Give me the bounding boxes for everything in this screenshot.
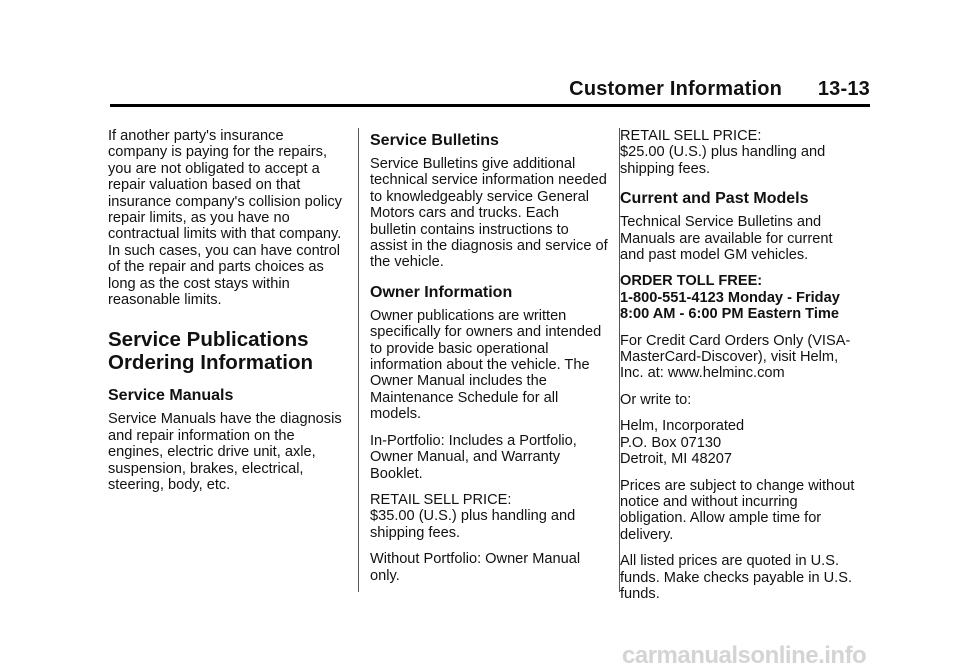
order-toll-free-block: [620, 273, 858, 322]
page-number: 13-13: [817, 78, 870, 100]
prices-paragraph: Prices are subject to change without notice and without incurring obligation. Allow ample time for delivery.: [620, 477, 855, 543]
service-bulletins-paragraph: Service Bulletins give additional technical service information needed to knowledgeably service General Motors cars and trucks. Each bulletin contains instructions to assist in the diagnosis and service of the vehicle.: [370, 156, 608, 271]
service-bulletins-heading: Service Bulletins: [370, 132, 499, 149]
address-line-2: P.O. Box 07130: [620, 434, 722, 451]
address-line-1: Helm, Incorporated: [620, 418, 745, 435]
retail-price-paragraph-2: [620, 128, 858, 177]
retail-price-label: RETAIL SELL PRICE:: [370, 491, 512, 508]
owner-information-heading: Owner Information: [370, 283, 513, 301]
write-to-paragraph: Or write to:: [620, 391, 692, 408]
without-portfolio-paragraph: Without Portfolio: Owner Manual only.: [370, 551, 581, 584]
retail-price-paragraph: [370, 492, 608, 541]
retail-price-value: $35.00 (U.S.) plus handling and shipping fees.: [370, 508, 576, 541]
funds-paragraph: All listed prices are quoted in U.S. funds. Make checks payable in U.S. funds.: [620, 553, 852, 602]
service-manuals-heading: Service Manuals: [108, 387, 234, 405]
column-left: [108, 128, 346, 504]
page-header: [569, 78, 870, 101]
heading-line-2: Ordering Information: [108, 351, 313, 375]
order-phone-hours: 1-800-551-4123 Monday - Friday: [620, 289, 840, 306]
header-rule: [110, 104, 870, 107]
mailing-address: [620, 418, 858, 467]
in-portfolio-paragraph: In-Portfolio: Includes a Portfolio, Owner Manual, and Warranty Booklet.: [370, 432, 577, 482]
credit-card-paragraph: For Credit Card Orders Only (VISA-MasterCard-Discover), visit Helm, Inc. at: www.helminc.com: [620, 332, 851, 382]
heading-line-1: Service Publications: [108, 328, 309, 352]
retail-price-label-2: RETAIL SELL PRICE:: [620, 128, 762, 144]
column-middle: [370, 131, 608, 594]
section-title: Customer Information: [569, 78, 783, 100]
current-past-models-paragraph: Technical Service Bulletins and Manuals are available for current and past model GM vehicles.: [620, 214, 833, 264]
current-past-models-heading: Current and Past Models: [620, 190, 809, 208]
column-right: [620, 128, 858, 612]
service-manuals-paragraph: Service Manuals have the diagnosis and repair information on the engines, electric drive unit, axle, suspension, brakes, electrical, steering, body, etc.: [108, 411, 342, 494]
order-toll-free-label: ORDER TOLL FREE:: [620, 273, 763, 290]
insurance-paragraph: If another party's insurance company is paying for the repairs, you are not obligated to accept a repair valuation based on that insurance company's collision policy repair limits, as you have no contractual limits with that company. In such cases, you can have control of the repair and parts choices as long as the cost stays within reasonable limits.: [108, 128, 342, 309]
order-time: 8:00 AM - 6:00 PM Eastern Time: [620, 306, 839, 323]
address-line-3: Detroit, MI 48207: [620, 451, 732, 468]
owner-information-paragraph: Owner publications are written specifically for owners and intended to provide basic operational information about the vehicle. The Owner Manual includes the Maintenance Schedule for all models.: [370, 307, 602, 423]
column-divider-1: [358, 128, 359, 592]
service-publications-heading: [108, 328, 346, 374]
retail-price-value-2: $25.00 (U.S.) plus handling and shipping fees.: [620, 144, 826, 177]
watermark: carmanualsonline.info: [622, 642, 867, 669]
